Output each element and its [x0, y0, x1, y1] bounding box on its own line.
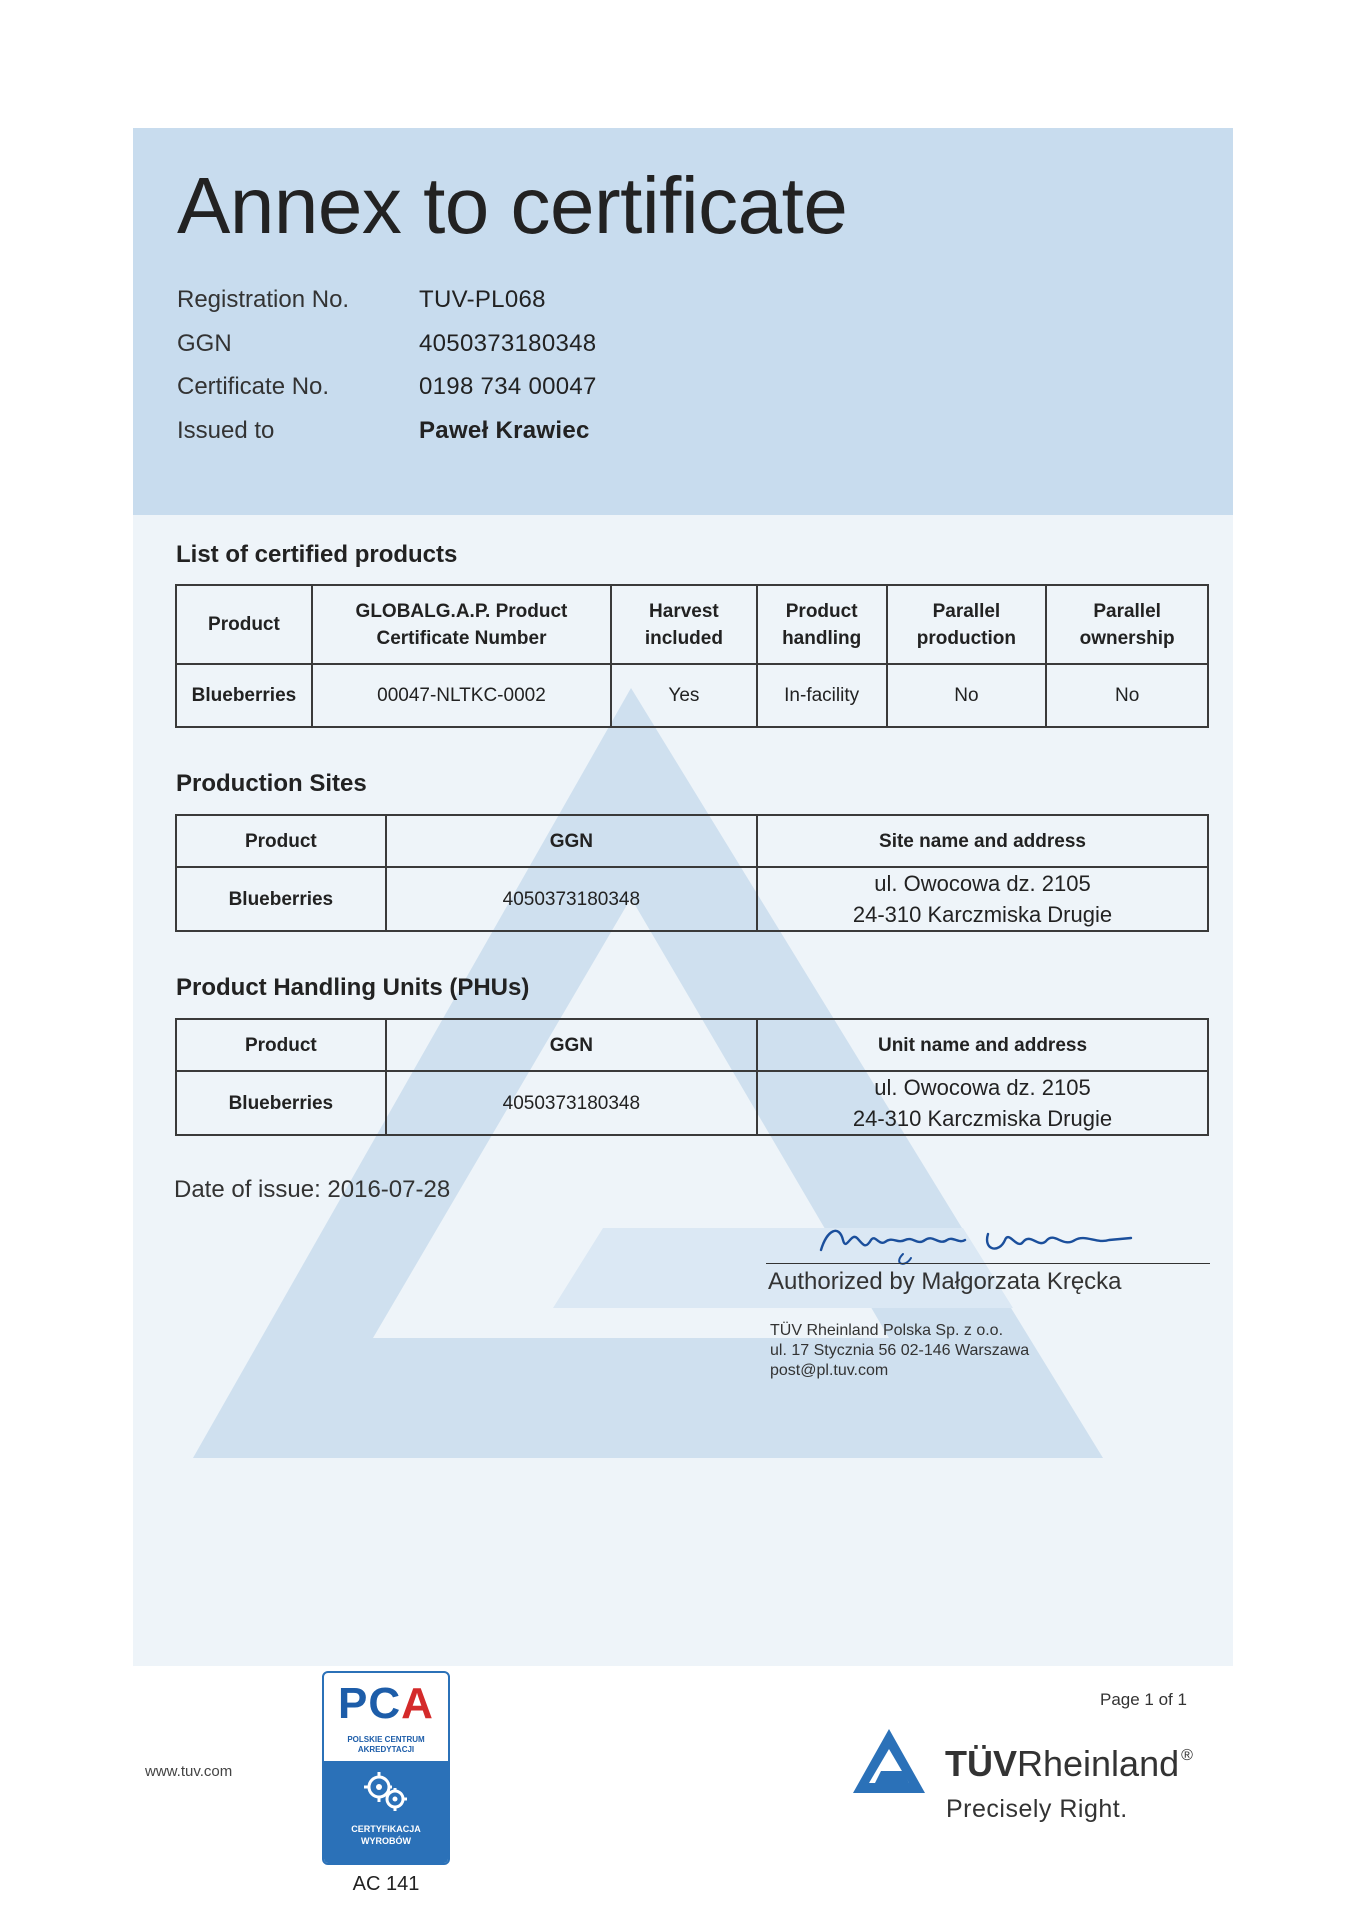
table-cell: In-facility	[757, 664, 887, 727]
page-title: Annex to certificate	[177, 161, 848, 250]
certificate-info	[177, 286, 597, 460]
address-cell	[757, 867, 1208, 931]
section-heading-products: List of certified products	[176, 541, 458, 568]
certificate-sheet	[133, 128, 1233, 1666]
column-header: Product	[176, 815, 386, 867]
address-line: 24-310 Karczmiska Drugie	[852, 902, 1113, 927]
table-cell: Yes	[611, 664, 757, 727]
info-value: 4050373180348	[419, 329, 597, 357]
phus-table	[175, 1018, 1209, 1136]
column-header: Product	[176, 585, 312, 664]
pca-blue-panel	[324, 1761, 448, 1863]
brand-rest: Rheinland	[1017, 1743, 1180, 1784]
address-cell	[757, 1071, 1208, 1135]
tuv-triangle-icon	[851, 1727, 927, 1797]
column-header: GLOBALG.A.P. Product Certificate Number	[312, 585, 611, 664]
table-header-row	[176, 1019, 1208, 1071]
table-cell: Blueberries	[176, 867, 386, 931]
accreditation-number: AC 141	[352, 1873, 420, 1895]
info-row-registration	[177, 286, 597, 330]
issue-date: Date of issue: 2016-07-28	[174, 1176, 451, 1203]
pca-wordmark: PCA	[338, 1679, 434, 1728]
column-header: Unit name and address	[757, 1019, 1208, 1071]
column-header: Product	[176, 1019, 386, 1071]
column-header: Product handling	[757, 585, 887, 664]
signature	[813, 1210, 1153, 1270]
column-header: Parallel ownership	[1046, 585, 1208, 664]
column-header: GGN	[386, 815, 757, 867]
column-header: Site name and address	[757, 815, 1208, 867]
website-url: www.tuv.com	[145, 1763, 233, 1780]
table-header-row	[176, 585, 1208, 664]
address-line: post@pl.tuv.com	[770, 1362, 889, 1379]
authorized-by: Authorized by Małgorzata Kręcka	[768, 1268, 1122, 1295]
signature-line	[766, 1263, 1210, 1264]
table-row	[176, 1071, 1208, 1135]
info-row-certificate	[177, 373, 597, 417]
gears-icon	[324, 1769, 448, 1818]
table-cell: 4050373180348	[386, 1071, 757, 1135]
table-cell: No	[1046, 664, 1208, 727]
table-cell: Blueberries	[176, 664, 312, 727]
tuv-rheinland-brand	[945, 1743, 1193, 1785]
pca-subtitle-line: WYROBÓW	[361, 1836, 411, 1846]
table-row	[176, 867, 1208, 931]
info-row-issued-to	[177, 417, 597, 461]
table-cell: No	[887, 664, 1047, 727]
section-heading-phus: Product Handling Units (PHUs)	[176, 974, 530, 1001]
column-header: Parallel production	[887, 585, 1047, 664]
address-line: 24-310 Karczmiska Drugie	[852, 1106, 1113, 1131]
info-label: Issued to	[177, 416, 275, 444]
table-row	[176, 664, 1208, 727]
section-heading-sites: Production Sites	[176, 770, 367, 797]
info-label: Certificate No.	[177, 373, 330, 400]
info-value: Paweł Krawiec	[419, 416, 590, 444]
address-line: TÜV Rheinland Polska Sp. z o.o.	[770, 1322, 1004, 1339]
pca-subtitle	[324, 1735, 448, 1755]
pca-subtitle-line: POLSKIE CENTRUM	[347, 1735, 425, 1744]
pca-subtitle-line: AKREDYTACJI	[357, 1745, 415, 1754]
address-line: ul. Owocowa dz. 2105	[874, 1075, 1091, 1100]
brand-bold: TÜV	[945, 1743, 1017, 1784]
pca-subtitle-2	[324, 1823, 448, 1847]
column-header: Harvest included	[611, 585, 757, 664]
address-line: ul. 17 Stycznia 56 02-146 Warszawa	[770, 1342, 1030, 1359]
info-label: Registration No.	[177, 286, 350, 313]
issuer-address	[770, 1321, 1029, 1381]
page-number: Page 1 of 1	[1100, 1690, 1187, 1709]
column-header: GGN	[386, 1019, 757, 1071]
address-line: ul. Owocowa dz. 2105	[874, 871, 1091, 896]
pca-subtitle-line: CERTYFIKACJA	[351, 1824, 421, 1834]
sites-table	[175, 814, 1209, 932]
table-header-row	[176, 815, 1208, 867]
table-cell: Blueberries	[176, 1071, 386, 1135]
info-value: TUV-PL068	[419, 286, 546, 313]
info-label: GGN	[177, 329, 232, 357]
registered-mark: ®	[1181, 1747, 1193, 1764]
products-table	[175, 584, 1209, 728]
table-cell: 00047-NLTKC-0002	[312, 664, 611, 727]
table-cell: 4050373180348	[386, 867, 757, 931]
pca-accreditation-logo	[322, 1671, 450, 1865]
brand-slogan: Precisely Right.	[946, 1795, 1128, 1823]
info-value: 0198 734 00047	[419, 373, 597, 400]
info-row-ggn	[177, 330, 597, 374]
